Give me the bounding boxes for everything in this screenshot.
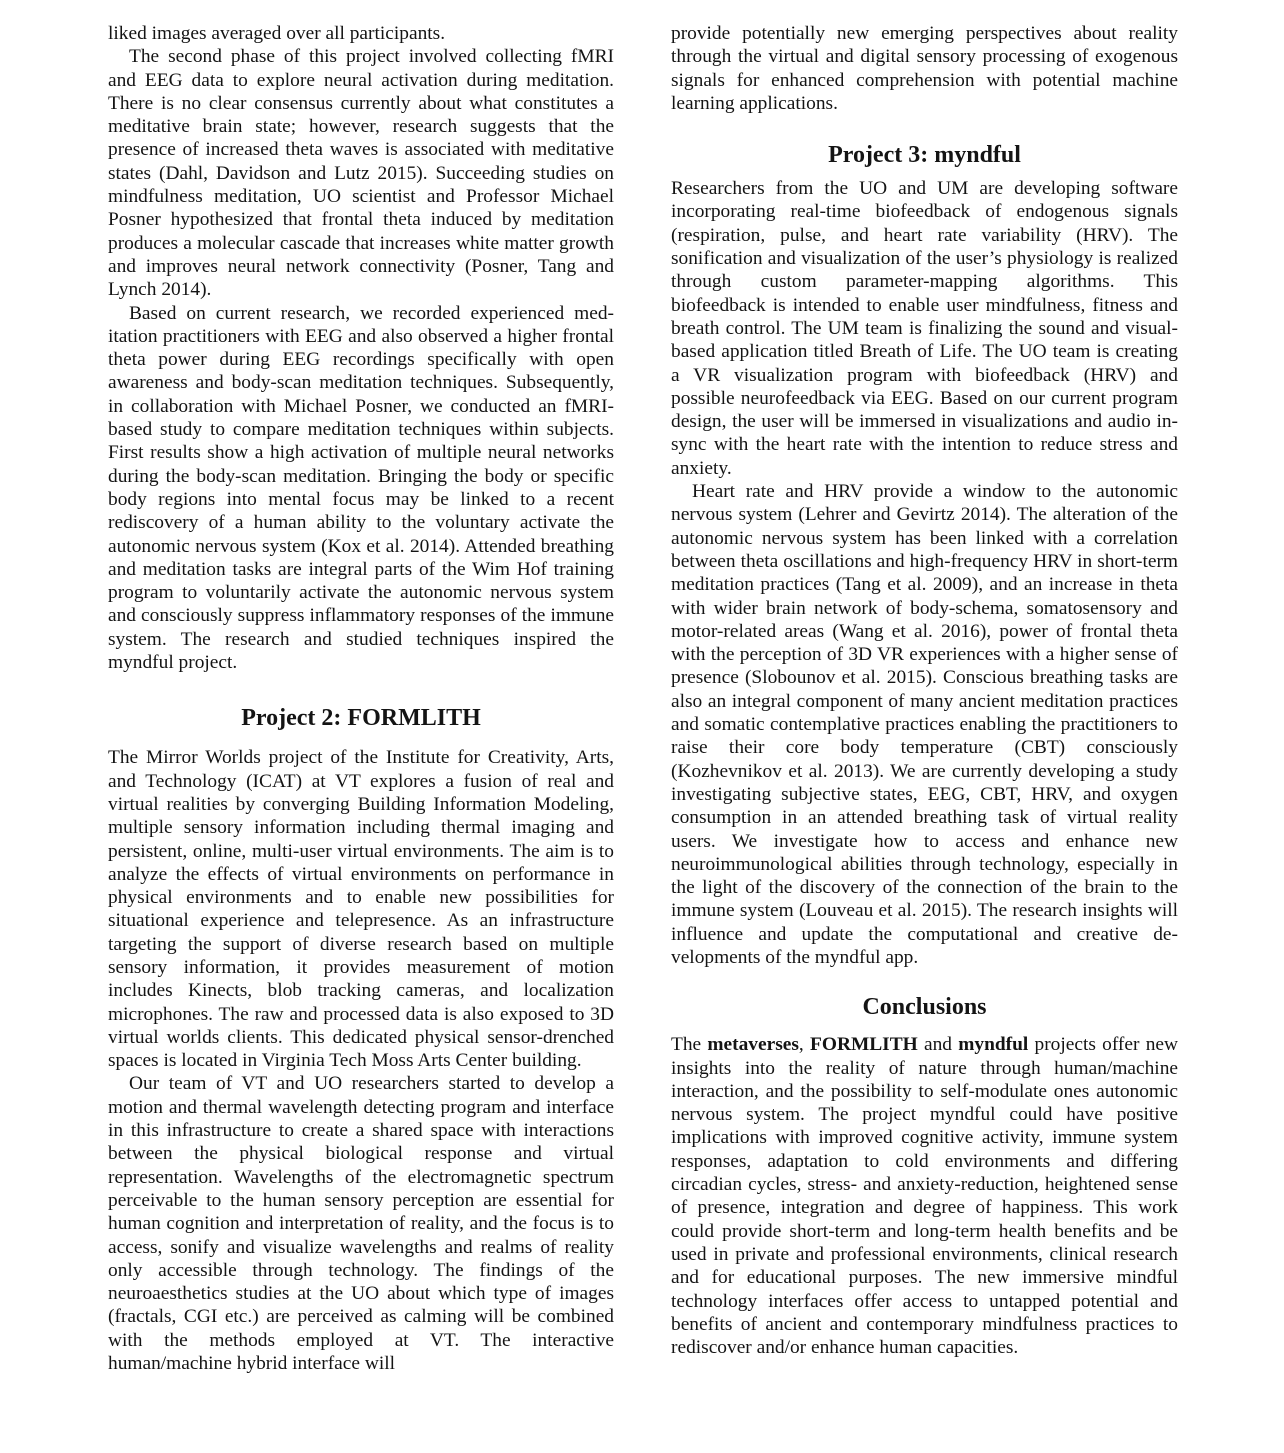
paragraph-researchers-uo-um: Researchers from the UO and UM are developing software incorporating real-time biofeedback of endogenous signals (respiration, pulse, and heart rate variability (HRV). The sonification and visualization of the user’s physiology is realized through custom parameter-mapping algorithms. This biofeedback is intended to enable user mindfulness, fitness and breath control. The UM team is finalizing the sound and visual-based application titled Breath of Life. The UO team is creating a VR visualization program with biofeedback (HRV) and possible neurofeedback via EEG. Based on our current program design, the user will be immersed in visualizations and audio in-sync with the heart rate with the intention to reduce stress and anxiety.: [671, 178, 1178, 479]
paragraph-current-research: Based on current research, we recorded experienced meditation practitioners with EEG and also observed a higher frontal theta power during EEG recordings specifically with open awareness and body-scan meditation techniques. Subsequently, in collaboration with Michael Posner, we conducted an fMRI- based study to compare meditation techniques within subjects. First results show a high activation of multiple neural networks during the body-scan meditation. Bringing the body or specific body regions into mental focus may be linked to a recent rediscovery of a human ability to the voluntary activate the autonomic nervous system (Kox et al. 2014). Attended breathing and meditation tasks are integral parts of the Wim Hof training program to voluntarily activate the autonomic nervous system and consciously suppress inflammatory responses of the immune system. The research and studied techniques inspired the myndful project.: [108, 302, 614, 674]
paragraph-continuation: liked images averaged over all participants.: [108, 23, 446, 44]
left-column: [108, 22, 614, 1375]
paragraph-mirror-worlds: The Mirror Worlds project of the Institute for Creativity, Arts, and Technology (ICAT) at VT explores a fusion of real and virtual realities by converging Building Information Modeling, multiple sensory information including thermal imaging and persistent, online, multi-user virtual environments. The aim is to analyze the effects of virtual environments on performance in physical environments and to enable new possibilities for situational experience and telepresence. As an infrastructure targeting the support of diverse research based on multiple sensory information, it provides measurement of motion includes Kinects, blob tracking cameras, and localization microphones. The raw and processed data is also exposed to 3D virtual worlds clients. This dedicated physical sensor-drenched spaces is located in Virginia Tech Moss Arts Center building.: [108, 747, 614, 1072]
conclusions-text-1: The: [671, 1034, 708, 1056]
paragraph-conclusions: [671, 1033, 1178, 1359]
conclusions-text-3: and: [917, 1034, 959, 1056]
paragraph-team-vt-uo: Our team of VT and UO researchers started to develop a motion and thermal wavelength detecting program and interface in this infrastructure to create a shared space with interactions between the physical biological response and virtual representation. Wavelengths of the electromagnetic spectrum perceivable to the human sensory perception are essential for human cognition and interpretation of reality, and the focus is to access, sonify and visualize wavelengths and realms of reality only accessible through technology. The findings of the neuroaesthetics studies at the UO about which type of images (fractals, CGI etc.) are perceived as calming will be combined with the methods employed at VT. The interactive human/machine hybrid interface will: [108, 1073, 614, 1375]
right-column: [671, 22, 1178, 1359]
paragraph-fmri-eeg: The second phase of this project involved collecting fMRI and EEG data to explore neural activation during meditation. There is no clear consensus currently about what constitutes a meditative brain state; however, research suggests that the presence of increased theta waves is associated with meditative states (Dahl, Davidson and Lutz 2015). Succeeding studies on mindfulness meditation, UO scientist and Professor Michael Posner hypothesized that frontal theta induced by meditation produces a molecular cascade that increases white matter growth and improves neural network connectivity (Posner, Tang and Lynch 2014).: [108, 46, 614, 301]
conclusions-text-2: ,: [798, 1034, 811, 1056]
section-heading-conclusions: Conclusions: [862, 994, 987, 1021]
paragraph-heart-rate-hrv: Heart rate and HRV provide a window to the autonomic nervous system (Lehrer and Gevirtz 2014). The alteration of the autonomic nervous system has been linked with a correlation between theta oscillations and high-frequency HRV in short-term meditation practices (Tang et al. 2009), and an increase in theta with wider brain network of body-schema, somatosensory and motor-related areas (Wang et al. 2016), power of frontal theta with the perception of 3D VR experiences with a higher sense of presence (Slobounov et al. 2015). Conscious breathing tasks are also an integral component of many ancient meditation practices and somatic contemplative practices enabling the practitioners to raise their core body temperature (CBT) consciously (Kozhevnikov et al. 2013). We are currently developing a study investigating subjective states, EEG, CBT, HRV, and oxygen consumption in an attended breathing task of virtual reality users. We investigate how to access and enhance new neuroimmunological abilities through technology, especially in the light of the discovery of the connection of the brain to the immune system (Louveau et al. 2015). The research insights will influence and update the computational and creative developments of the myndful app.: [671, 481, 1178, 968]
section-heading-project3: Project 3: myndful: [828, 142, 1021, 169]
section-heading-project2: Project 2: FORMLITH: [241, 705, 481, 732]
conclusions-bold-myndful: myndful: [958, 1034, 1029, 1056]
paragraph-continuation-right: provide potentially new emerging perspectives about reality through the virtual and digital sensory processing of exogenous signals for enhanced comprehension with potential machine learning applications.: [671, 23, 1178, 114]
conclusions-text-4: projects offer new insights into the reality of nature through human/machine interaction, and the possibility to self-modulate ones autonomic nervous system. The project myndful could have positive implications with improved cognitive activity, immune system responses, adaptation to cold environments and differing circadian cycles, stress- and anxiety-reduction, heightened sense of presence, integration and degree of happiness. This work could provide short-term and long-term health benefits and be used in private and professional environments, clinical research and for educational purposes. The new immersive mindful technology interfaces offer access to untapped potential and benefits of ancient and contemporary mindfulness practices to rediscover and/or enhance human capacities.: [671, 1034, 1178, 1359]
conclusions-bold-metaverses: metaverses: [707, 1034, 799, 1056]
conclusions-bold-formlith: FORMLITH: [810, 1034, 918, 1056]
